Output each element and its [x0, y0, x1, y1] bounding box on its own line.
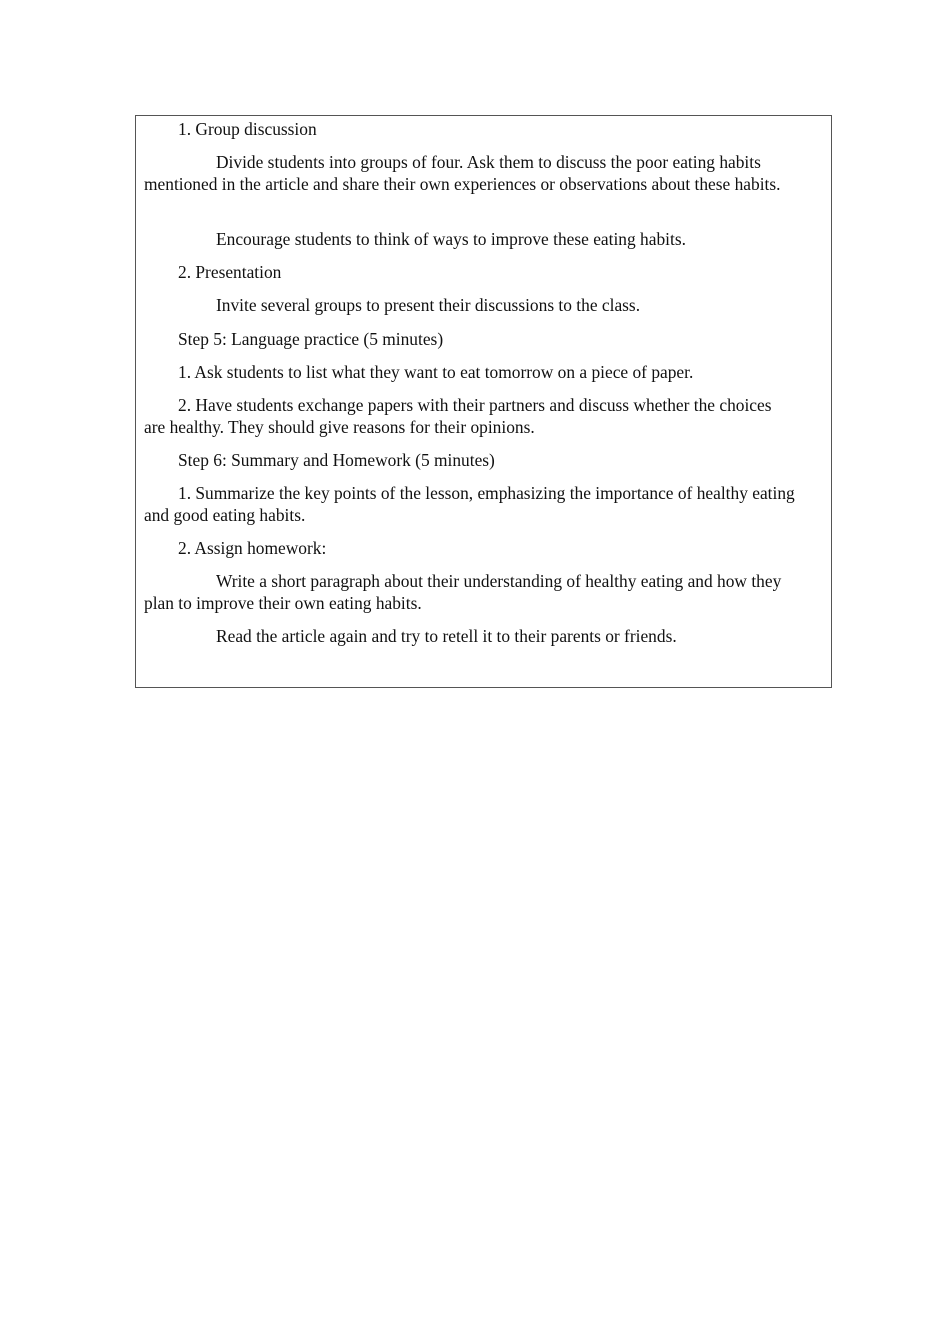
presentation-heading: 2. Presentation	[178, 262, 282, 282]
step-5-heading: Step 5: Language practice (5 minutes)	[178, 329, 444, 349]
exchange-papers-item: 2. Have students exchange papers with their partners and discuss whether the choices are healthy. They should give reasons for their opinions.	[144, 395, 772, 437]
list-food-item: 1. Ask students to list what they want to eat tomorrow on a piece of paper.	[178, 362, 694, 382]
encourage-students-paragraph: Encourage students to think of ways to improve these eating habits.	[216, 229, 686, 249]
lesson-plan-box	[135, 115, 832, 688]
invite-groups-paragraph: Invite several groups to present their discussions to the class.	[216, 295, 641, 315]
divide-students-paragraph: Divide students into groups of four. Ask them to discuss the poor eating habits mentioned in the article and share their own experiences or observations about these habits.	[144, 152, 781, 194]
group-discussion-heading: 1. Group discussion	[178, 119, 317, 139]
step-6-heading: Step 6: Summary and Homework (5 minutes)	[178, 450, 495, 470]
summarize-item: 1. Summarize the key points of the lesson, emphasizing the importance of healthy eating and good eating habits.	[144, 483, 795, 525]
assign-homework-item: 2. Assign homework:	[178, 538, 327, 558]
read-article-homework: Read the article again and try to retell it to their parents or friends.	[216, 626, 677, 646]
write-paragraph-homework: Write a short paragraph about their understanding of healthy eating and how they plan to improve their own eating habits.	[144, 571, 782, 613]
